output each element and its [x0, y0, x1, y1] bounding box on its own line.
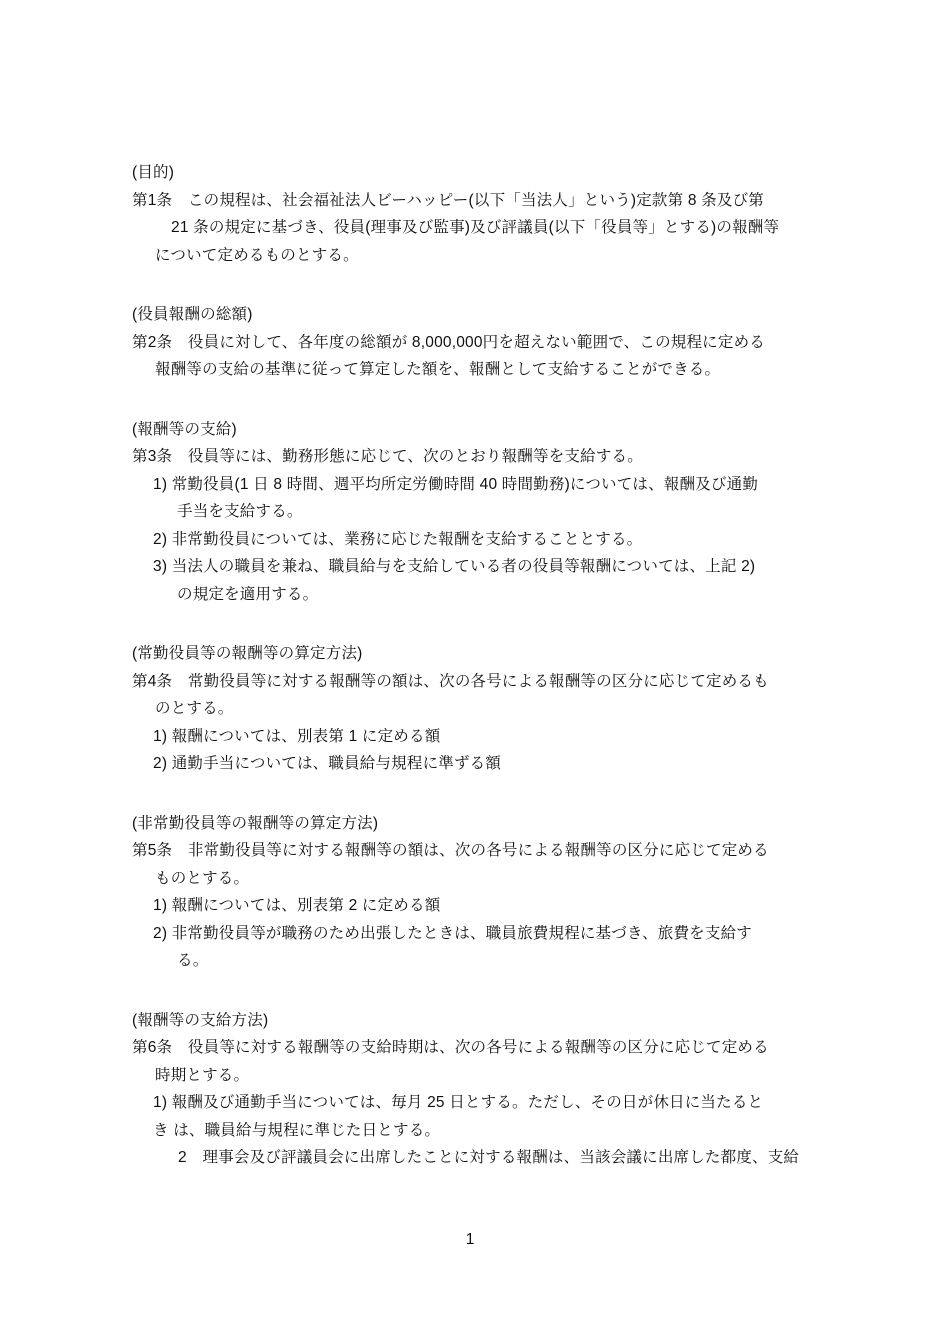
document-line: 時期とする。	[155, 1066, 250, 1084]
article-first-line: 第4条 常勤役員等に対する報酬等の額は、次の各号による報酬等の区分に応じて定めるも	[132, 672, 769, 690]
article-first-line: 第2条 役員に対して、各年度の総額が 8,000,000円を超えない範囲で、この規程に定める	[132, 333, 765, 351]
document-line: 3) 当法人の職員を兼ね、職員給与を支給している者の役員等報酬については、上記 2)	[153, 558, 756, 575]
document-line: 1) 報酬については、別表第 1 に定める額	[153, 727, 441, 745]
document-body	[132, 159, 892, 1172]
article-block	[132, 640, 892, 778]
document-line: 2) 通勤手当については、職員給与規程に準ずる額	[153, 755, 502, 772]
document-line: について定めるものとする。	[155, 246, 359, 264]
document-line: 2 理事会及び評議員会に出席したことに対する報酬は、当該会議に出席した都度、支給	[178, 1149, 800, 1166]
section-heading: (目的)	[132, 164, 175, 181]
article-first-line: 第3条 役員等には、勤務形態に応じて、次のとおり報酬等を支給する。	[132, 448, 643, 465]
document-line: 2) 非常勤役員等が職務のため出張したときは、職員旅費規程に基づき、旅費を支給す	[153, 924, 752, 942]
document-line: ものとする。	[155, 869, 250, 887]
article-block	[132, 159, 892, 269]
document-line: 1) 報酬及び通勤手当については、毎月 25 日とする。ただし、その日が休日に当たると	[153, 1094, 764, 1111]
page-number: 1	[465, 1231, 475, 1248]
article-block	[132, 416, 892, 609]
document-line: 報酬等の支給の基準に従って算定した額を、報酬として支給することができる。	[155, 361, 721, 378]
section-heading: (役員報酬の総額)	[132, 306, 253, 323]
section-heading: (報酬等の支給方法)	[132, 1011, 269, 1029]
article-first-line: 第5条 非常勤役員等に対する報酬等の額は、次の各号による報酬等の区分に応じて定める	[132, 842, 769, 859]
document-line: る。	[177, 952, 209, 969]
document-line: 手当を支給する。	[177, 503, 303, 520]
article-block	[132, 1007, 892, 1172]
section-heading: (報酬等の支給)	[132, 420, 237, 438]
document-line: 21 条の規定に基づき、役員(理事及び監事)及び評議員(以下「役員等」とする)の報酬等	[171, 219, 780, 236]
section-heading: (非常勤役員等の報酬等の算定方法)	[132, 814, 379, 832]
article-block	[132, 810, 892, 975]
article-block	[132, 301, 892, 384]
document-line: 1) 常勤役員(1 日 8 時間、週平均所定労働時間 40 時間勤務)については、報酬及び通勤	[153, 475, 759, 493]
article-first-line: 第6条 役員等に対する報酬等の支給時期は、次の各号による報酬等の区分に応じて定める	[132, 1039, 769, 1056]
section-heading: (常勤役員等の報酬等の算定方法)	[132, 645, 363, 662]
document-line: のとする。	[155, 700, 234, 717]
document-line: 1) 報酬については、別表第 2 に定める額	[153, 897, 441, 914]
document-line: き は、職員給与規程に準じた日とする。	[153, 1121, 441, 1139]
document-line: の規定を適用する。	[177, 585, 319, 603]
article-first-line: 第1条 この規程は、社会福祉法人ビーハッピー(以下「当法人」という)定款第 8 条及び第	[132, 191, 764, 209]
document-line: 2) 非常勤役員については、業務に応じた報酬を支給することとする。	[153, 530, 643, 548]
